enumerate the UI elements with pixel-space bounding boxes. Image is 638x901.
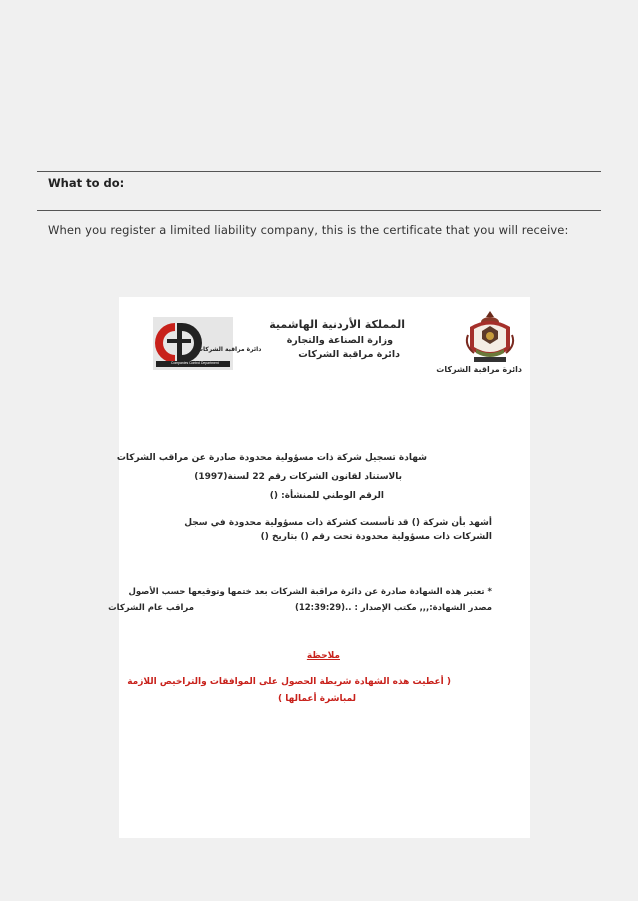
note-line-1: ( أعطيت هذه الشهادة شريطة الحصول على الموافقات والتراخيص اللازمة: [127, 677, 451, 687]
logo-arabic-text: دائرة مراقبة الشركات: [197, 346, 262, 353]
body-line-2: الشركات ذات مسؤولية محدودة تحت رقم () بتاريخ (): [260, 532, 492, 542]
crest-caption: دائرة مراقبة الشركات: [436, 365, 522, 374]
notice-text: * تعتبر هذه الشهادة صادرة عن دائرة مراقبة الشركات بعد ختمها وتوقيعها حسب الأصول: [128, 587, 492, 597]
top-rule: [37, 171, 601, 172]
body-line-1: أشهد بأن شركة () قد تأسست كشركة ذات مسؤولية محدودة في سجل: [184, 518, 492, 528]
certificate-title: شهادة تسجيل شركة ذات مسؤولية محدودة صادرة عن مراقب الشركات: [116, 453, 427, 463]
section-heading: What to do:: [48, 176, 125, 190]
national-number: الرقم الوطني للمنشأة: (): [269, 491, 384, 501]
note-title: ملاحظة: [306, 651, 340, 661]
certificate-image: [108, 297, 530, 838]
signatory: مراقب عام الشركات: [108, 603, 194, 613]
department-title: دائرة مراقبة الشركات: [298, 349, 400, 360]
law-reference: بالاستناد لقانون الشركات رقم 22 لسنة(1997): [194, 472, 402, 482]
ccd-logo: [153, 317, 262, 370]
middle-rule: [37, 210, 601, 211]
note-line-2: لمباشرة أعمالها ): [278, 694, 356, 704]
intro-text: When you register a limited liability company, this is the certificate that you will receive:: [48, 223, 569, 237]
logo-english-text: Companies Control Department: [171, 361, 219, 365]
source-line: مصدر الشهادة:,,, مكتب الإصدار : ..(12:39:29): [294, 603, 492, 613]
jordan-crest-icon: [460, 307, 520, 369]
ministry-title: وزارة الصناعة والتجارة: [286, 335, 393, 346]
kingdom-title: المملكة الأردنية الهاشمية: [269, 318, 405, 331]
